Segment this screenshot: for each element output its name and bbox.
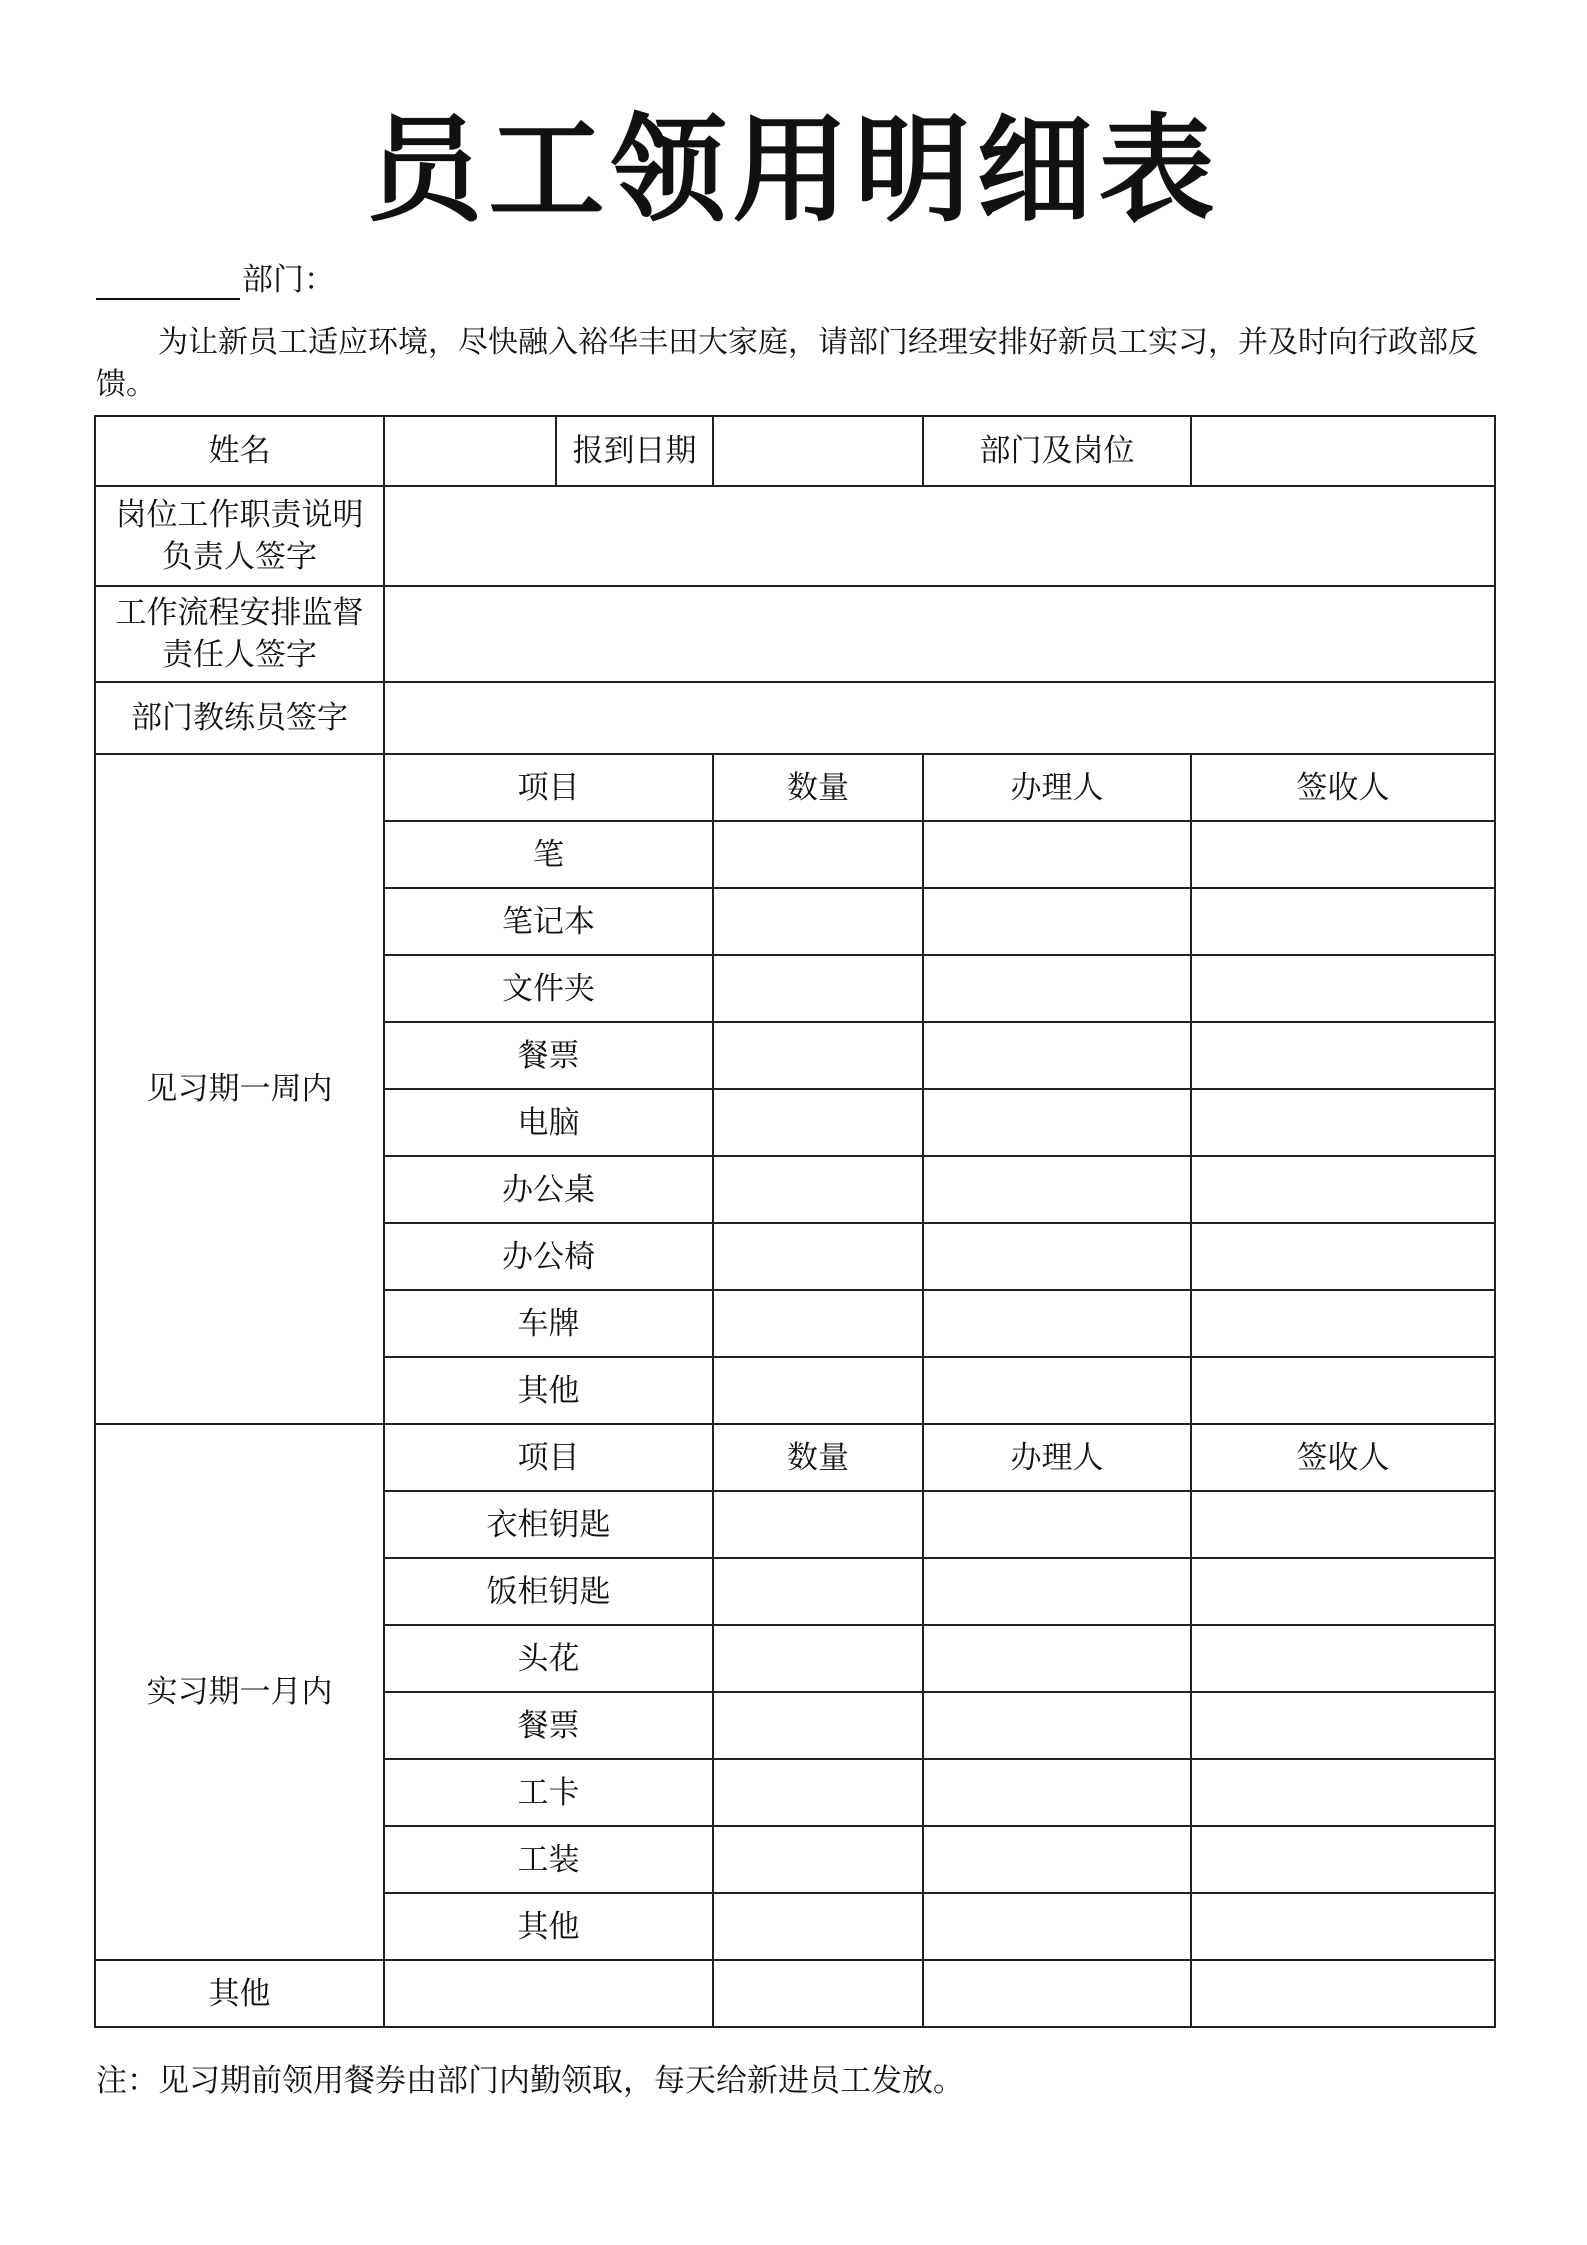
other-handler-cell[interactable] [923, 1960, 1191, 2027]
duty-signature-field[interactable] [384, 486, 1495, 586]
week-handler-cell[interactable] [923, 1089, 1191, 1156]
month-item-name: 头花 [384, 1625, 713, 1692]
week-handler-cell[interactable] [923, 821, 1191, 888]
month-receiver-cell[interactable] [1191, 1558, 1495, 1625]
flow-signature-field[interactable] [384, 586, 1495, 682]
other-receiver-cell[interactable] [1191, 1960, 1495, 2027]
week-col-item: 项目 [384, 754, 713, 821]
month-col-receiver: 签收人 [1191, 1424, 1495, 1491]
position-label: 部门及岗位 [923, 416, 1191, 486]
month-quantity-cell[interactable] [713, 1692, 923, 1759]
week-quantity-cell[interactable] [713, 1156, 923, 1223]
date-field[interactable] [713, 416, 923, 486]
month-receiver-cell[interactable] [1191, 1893, 1495, 1960]
month-col-quantity: 数量 [713, 1424, 923, 1491]
month-quantity-cell[interactable] [713, 1893, 923, 1960]
department-label: 部门： [242, 262, 335, 298]
week-receiver-cell[interactable] [1191, 1089, 1495, 1156]
month-handler-cell[interactable] [923, 1558, 1191, 1625]
week-quantity-cell[interactable] [713, 955, 923, 1022]
week-handler-cell[interactable] [923, 1022, 1191, 1089]
week-quantity-cell[interactable] [713, 1357, 923, 1424]
week-handler-cell[interactable] [923, 1357, 1191, 1424]
flow-label [95, 586, 384, 682]
duty-row [95, 486, 1495, 586]
position-field[interactable] [1191, 416, 1495, 486]
month-item-name: 工卡 [384, 1759, 713, 1826]
week-quantity-cell[interactable] [713, 1022, 923, 1089]
coach-label: 部门教练员签字 [95, 682, 384, 754]
month-receiver-cell[interactable] [1191, 1826, 1495, 1893]
month-receiver-cell[interactable] [1191, 1625, 1495, 1692]
month-handler-cell[interactable] [923, 1826, 1191, 1893]
week-col-handler: 办理人 [923, 754, 1191, 821]
week-handler-cell[interactable] [923, 1223, 1191, 1290]
month-handler-cell[interactable] [923, 1491, 1191, 1558]
week-receiver-cell[interactable] [1191, 1156, 1495, 1223]
month-col-item: 项目 [384, 1424, 713, 1491]
month-receiver-cell[interactable] [1191, 1491, 1495, 1558]
name-label: 姓名 [95, 416, 384, 486]
week-handler-cell[interactable] [923, 1156, 1191, 1223]
week-item-name: 办公椅 [384, 1223, 713, 1290]
duty-label [95, 486, 384, 586]
header-row [95, 416, 1495, 486]
week-receiver-cell[interactable] [1191, 1223, 1495, 1290]
month-item-name: 衣柜钥匙 [384, 1491, 713, 1558]
month-handler-cell[interactable] [923, 1692, 1191, 1759]
month-handler-cell[interactable] [923, 1759, 1191, 1826]
month-receiver-cell[interactable] [1191, 1692, 1495, 1759]
date-label: 报到日期 [556, 416, 713, 486]
week-item-name: 文件夹 [384, 955, 713, 1022]
month-section-label: 实习期一月内 [95, 1424, 384, 1960]
week-receiver-cell[interactable] [1191, 1290, 1495, 1357]
week-item-name: 其他 [384, 1357, 713, 1424]
intro-paragraph: 为让新员工适应环境，尽快融入裕华丰田大家庭，请部门经理安排好新员工实习，并及时向行政部反馈。 [96, 325, 1478, 402]
week-quantity-cell[interactable] [713, 888, 923, 955]
other-label: 其他 [95, 1960, 384, 2027]
month-quantity-cell[interactable] [713, 1826, 923, 1893]
other-quantity-cell[interactable] [713, 1960, 923, 2027]
duty-label-text: 岗位工作职责说明负责人签字 [115, 497, 364, 575]
name-field[interactable] [384, 416, 556, 486]
month-column-header-row [95, 1424, 1495, 1491]
month-item-name: 其他 [384, 1893, 713, 1960]
coach-signature-field[interactable] [384, 682, 1495, 754]
week-quantity-cell[interactable] [713, 1089, 923, 1156]
month-item-name: 饭柜钥匙 [384, 1558, 713, 1625]
coach-row [95, 682, 1495, 754]
week-item-name: 餐票 [384, 1022, 713, 1089]
month-quantity-cell[interactable] [713, 1759, 923, 1826]
week-column-header-row [95, 754, 1495, 821]
week-item-name: 电脑 [384, 1089, 713, 1156]
department-line [96, 260, 335, 300]
month-col-handler: 办理人 [923, 1424, 1191, 1491]
other-row [95, 1960, 1495, 2027]
week-col-receiver: 签收人 [1191, 754, 1495, 821]
month-handler-cell[interactable] [923, 1893, 1191, 1960]
footnote: 注：见习期前领用餐券由部门内勤领取，每天给新进员工发放。 [96, 2063, 964, 2099]
week-item-name: 笔 [384, 821, 713, 888]
flow-row [95, 586, 1495, 682]
week-item-name: 车牌 [384, 1290, 713, 1357]
week-item-name: 办公桌 [384, 1156, 713, 1223]
week-receiver-cell[interactable] [1191, 821, 1495, 888]
week-quantity-cell[interactable] [713, 1290, 923, 1357]
department-blank[interactable] [96, 268, 240, 300]
week-handler-cell[interactable] [923, 955, 1191, 1022]
month-quantity-cell[interactable] [713, 1491, 923, 1558]
week-quantity-cell[interactable] [713, 1223, 923, 1290]
month-quantity-cell[interactable] [713, 1558, 923, 1625]
flow-label-text: 工作流程安排监督责任人签字 [115, 595, 364, 673]
week-item-name: 笔记本 [384, 888, 713, 955]
week-section-label: 见习期一周内 [95, 754, 384, 1424]
month-receiver-cell[interactable] [1191, 1759, 1495, 1826]
week-handler-cell[interactable] [923, 1290, 1191, 1357]
week-handler-cell[interactable] [923, 888, 1191, 955]
other-item-cell[interactable] [384, 1960, 713, 2027]
month-quantity-cell[interactable] [713, 1625, 923, 1692]
week-quantity-cell[interactable] [713, 821, 923, 888]
week-receiver-cell[interactable] [1191, 888, 1495, 955]
week-receiver-cell[interactable] [1191, 955, 1495, 1022]
page-title: 员工领用明细表 [366, 102, 1221, 238]
week-receiver-cell[interactable] [1191, 1357, 1495, 1424]
week-receiver-cell[interactable] [1191, 1022, 1495, 1089]
requisition-table [94, 415, 1496, 2028]
month-item-name: 餐票 [384, 1692, 713, 1759]
month-item-name: 工装 [384, 1826, 713, 1893]
week-col-quantity: 数量 [713, 754, 923, 821]
month-handler-cell[interactable] [923, 1625, 1191, 1692]
